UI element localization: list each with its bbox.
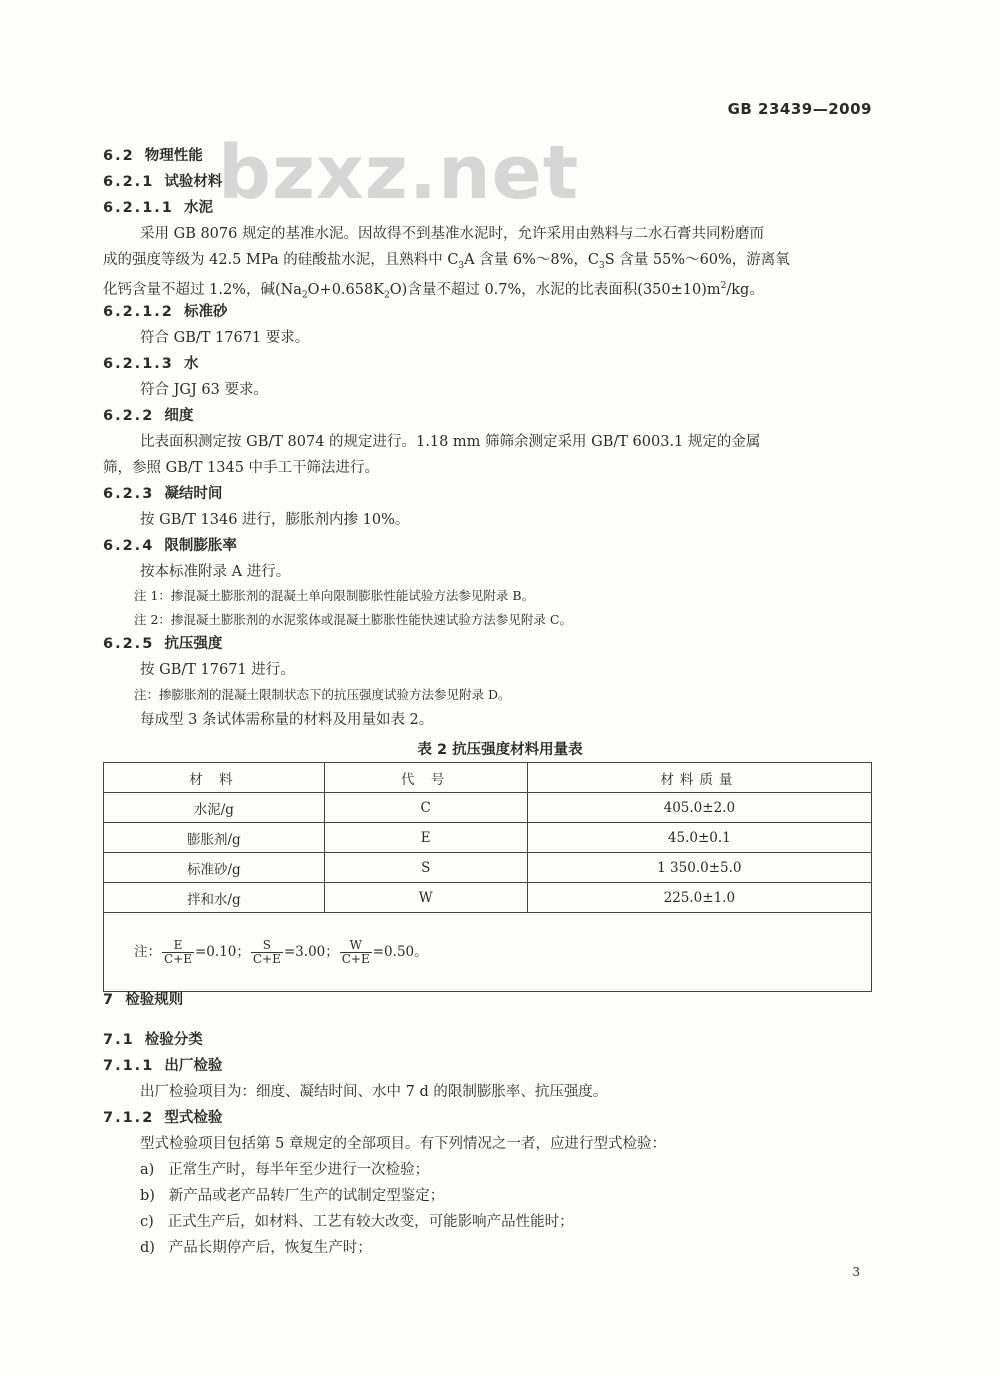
table-note: 注： $\frac{E}{C+E}$ =0.10； $\frac{S}{C+E}$ =3.00； $\frac{W}{C+E}$ =0.50。 (104, 913, 872, 992)
cell-code: E (324, 823, 527, 853)
heading-6-2-5: 6.2.5 抗压强度 (103, 636, 223, 652)
heading-6-2-2: 6.2.2 细度 (103, 408, 194, 424)
paragraph-standard-sand: 符合 GB/T 17671 要求。 (140, 330, 310, 346)
list-item: b) 新产品或老产品转厂生产的试制定型鉴定； (140, 1188, 445, 1204)
table-row (104, 823, 872, 853)
paragraph-compressive: 按 GB/T 17671 进行。 (140, 662, 295, 678)
cell-code: W (324, 883, 527, 913)
list-item: c) 正式生产后，如材料、工艺有较大改变，可能影响产品性能时； (140, 1214, 574, 1230)
cell-material: 拌和水/g (104, 883, 325, 913)
paragraph-cement-line1: 采用 GB 8076 规定的基准水泥。因故得不到基准水泥时，允许采用由熟料与二水石膏共同粉磨而 (140, 226, 764, 242)
heading-6-2-1-2: 6.2.1.2 标准砂 (103, 304, 228, 320)
cell-material: 膨胀剂/g (104, 823, 325, 853)
heading-6-2-1-1: 6.2.1.1 水泥 (103, 200, 213, 216)
header-mass: 材料质量 (527, 763, 871, 793)
paragraph-type-inspection: 型式检验项目包括第 5 章规定的全部项目。有下列情况之一者，应进行型式检验： (140, 1136, 666, 1152)
note-1: 注 1：掺混凝土膨胀剂的混凝土单向限制膨胀性能试验方法参见附录 B。 (134, 588, 535, 603)
table-header-row (104, 763, 872, 793)
paragraph-fineness-line2: 筛，参照 GB/T 1345 中手工干筛法进行。 (103, 460, 380, 476)
paragraph-expansion-rate: 按本标准附录 A 进行。 (140, 564, 291, 580)
heading-7-1-2: 7.1.2 型式检验 (103, 1110, 223, 1126)
list-item: d) 产品长期停产后，恢复生产时； (140, 1240, 372, 1256)
table-row (104, 853, 872, 883)
paragraph-materials: 每成型 3 条试体需称量的材料及用量如表 2。 (140, 712, 434, 728)
paragraph-water: 符合 JGJ 63 要求。 (140, 382, 268, 398)
watermark: bzxz.net (218, 130, 580, 216)
heading-6-2-1-3: 6.2.1.3 水 (103, 356, 199, 372)
materials-table (103, 762, 872, 992)
note-2: 注 2：掺混凝土膨胀剂的水泥浆体或混凝土膨胀性能快速试验方法参见附录 C。 (134, 612, 572, 627)
heading-6-2: 6.2 物理性能 (103, 148, 203, 164)
cell-material: 水泥/g (104, 793, 325, 823)
note-compressive: 注：掺膨胀剂的混凝土限制状态下的抗压强度试验方法参见附录 D。 (134, 687, 511, 702)
paragraph-setting-time: 按 GB/T 1346 进行，膨胀剂内掺 10%。 (140, 512, 410, 528)
heading-6-2-4: 6.2.4 限制膨胀率 (103, 538, 237, 554)
paragraph-factory-inspection: 出厂检验项目为：细度、凝结时间、水中 7 d 的限制膨胀率、抗压强度。 (140, 1084, 608, 1100)
page-number: 3 (852, 1265, 860, 1279)
cell-mass: 225.0±1.0 (527, 883, 871, 913)
cell-material: 标准砂/g (104, 853, 325, 883)
cell-code: S (324, 853, 527, 883)
cell-mass: 405.0±2.0 (527, 793, 871, 823)
heading-6-2-3: 6.2.3 凝结时间 (103, 486, 223, 502)
header-code: 代 号 (324, 763, 527, 793)
table-title: 表 2 抗压强度材料用量表 (417, 742, 583, 758)
cell-mass: 45.0±0.1 (527, 823, 871, 853)
heading-7-1: 7.1 检验分类 (103, 1032, 203, 1048)
paragraph-cement-line3: 化钙含量不超过 1.2%，碱$(Na_2O+0.658K_2O)$含量不超过 0.7%，水泥的比表面积$(350\pm 10)m^2/kg$。 (103, 281, 764, 301)
heading-7: 7 检验规则 (103, 992, 184, 1008)
heading-6-2-1: 6.2.1 试验材料 (103, 174, 223, 190)
paragraph-cement-line2: 成的强度等级为 42.5 MPa 的硅酸盐水泥，且熟料中 $C_3A$ 含量 6%～8%，$C_3S$ 含量 55%～60%，游离氧 (103, 252, 790, 271)
cell-mass: 1 350.0±5.0 (527, 853, 871, 883)
standard-code: GB 23439—2009 (727, 100, 872, 118)
table-row (104, 793, 872, 823)
header-material: 材 料 (104, 763, 325, 793)
heading-7-1-1: 7.1.1 出厂检验 (103, 1058, 223, 1074)
paragraph-fineness-line1: 比表面积测定按 GB/T 8074 的规定进行。1.18 mm 筛筛余测定采用 GB/T 6003.1 规定的金属 (140, 434, 761, 450)
table-row (104, 883, 872, 913)
table-note-row (104, 913, 872, 992)
cell-code: C (324, 793, 527, 823)
list-item: a) 正常生产时，每半年至少进行一次检验； (140, 1162, 430, 1178)
